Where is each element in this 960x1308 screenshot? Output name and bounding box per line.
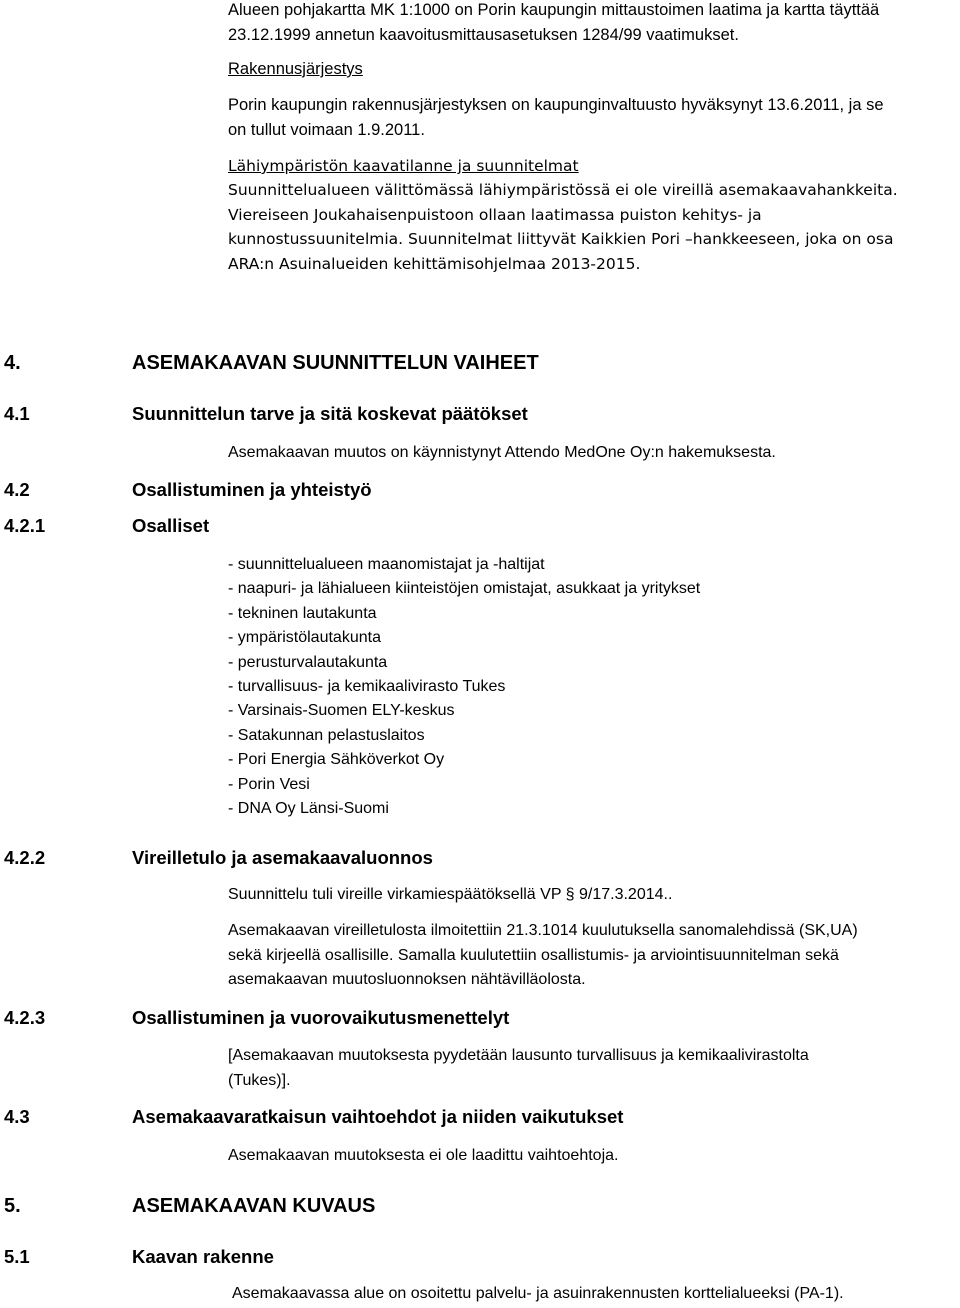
list-item: - perusturvalautakunta (228, 653, 388, 671)
osalliset-list (228, 553, 700, 821)
intro-paragraph (228, 0, 879, 47)
list-item: - Varsinais-Suomen ELY-keskus (228, 702, 455, 720)
section-number: 4.2.1 (4, 515, 46, 536)
list-item: - suunnittelualueen maanomistajat ja -haltijat (228, 556, 545, 573)
section-title: Osalliset (132, 515, 210, 536)
section-title: Vireilletulo ja asemakaavaluonnos (132, 847, 433, 868)
list-item: - DNA Oy Länsi-Suomi (228, 799, 389, 817)
text-line: Asemakaavan vireilletulosta ilmoitettiin 21.3.1014 kuulutuksella sanomalehdissä (SK,UA) (228, 922, 858, 939)
subheading-lahiymparisto: Lähiympäristön kaavatilanne ja suunnitelmat (228, 157, 579, 175)
text-line: asemakaavan muutosluonnoksen nähtävilläolosta. (228, 971, 586, 988)
text-line: Suunnittelualueen välittömässä lähiympäristössä ei ole vireillä asemakaavahankkeita. (228, 181, 898, 199)
text-line: Viereiseen Joukahaisenpuistoon ollaan laatimassa puiston kehitys- ja (228, 205, 762, 224)
section-number: 5.1 (4, 1246, 30, 1267)
section-title: Kaavan rakenne (132, 1246, 274, 1267)
text-line: 23.12.1999 annetun kaavoitusmittausasetuksen 1284/99 vaatimukset. (228, 25, 739, 44)
section-number: 4.1 (4, 403, 30, 424)
list-item: - turvallisuus- ja kemikaalivirasto Tukes (228, 677, 506, 695)
section-title: ASEMAKAAVAN SUUNNITTELUN VAIHEET (132, 352, 539, 374)
section-title: ASEMAKAAVAN KUVAUS (132, 1195, 376, 1217)
text-line: Porin kaupungin rakennusjärjestyksen on kaupunginvaltuusto hyväksynyt 13.6.2011, ja se (228, 96, 884, 114)
section-number: 4.2.3 (4, 1007, 46, 1028)
vireilletulo-text: Suunnittelu tuli vireille virkamiespäätöksellä VP § 9/17.3.2014.. (228, 886, 673, 903)
subheading-rakennusjarjestys: Rakennusjärjestys (228, 60, 363, 78)
vaihtoehdot-text: Asemakaavan muutoksesta ei ole laadittu vaihtoehtoja. (228, 1147, 619, 1164)
text-line: kunnostussuunitelmia. Suunnitelmat liittyvät Kaikkien Pori –hankkeeseen, joka on osa (228, 230, 894, 248)
section-4-1-text: Asemakaavan muutos on käynnistynyt Attendo MedOne Oy:n hakemuksesta. (228, 444, 776, 461)
section-number: 5. (4, 1195, 21, 1217)
section-number: 4. (4, 352, 21, 374)
kaavan-rakenne-text: Asemakaavassa alue on osoitettu palvelu- ja asuinrakennusten korttelialueeksi (PA-1). (232, 1285, 844, 1302)
section-number: 4.2.2 (4, 847, 46, 868)
text-line: sekä kirjeellä osallisille. Samalla kuulutettiin osallistumis- ja arviointisuunnitelman sekä (228, 946, 839, 964)
section-number: 4.2 (4, 479, 30, 500)
text-line: [Asemakaavan muutoksesta pyydetään lausunto turvallisuus ja kemikaalivirastolta (228, 1047, 809, 1064)
section-number: 4.3 (4, 1106, 30, 1127)
list-item: - Pori Energia Sähköverkot Oy (228, 751, 445, 769)
section-title: Osallistuminen ja vuorovaikutusmenettelyt (132, 1007, 510, 1028)
text-line: on tullut voimaan 1.9.2011. (228, 120, 425, 139)
section-title: Osallistuminen ja yhteistyö (132, 479, 372, 500)
section-title: Asemakaavaratkaisun vaihtoehdot ja niiden vaikutukset (132, 1106, 624, 1127)
text-line: Alueen pohjakartta MK 1:1000 on Porin kaupungin mittaustoimen laatima ja kartta täyttää (228, 1, 880, 19)
text-line: ARA:n Asuinalueiden kehittämisohjelmaa 2013-2015. (228, 254, 641, 273)
text-line: (Tukes)]. (228, 1071, 291, 1089)
lahiymparisto-paragraph (228, 178, 898, 276)
list-item: - naapuri- ja lähialueen kiinteistöjen omistajat, asukkaat ja yritykset (228, 580, 701, 598)
list-item: - Satakunnan pelastuslaitos (228, 726, 425, 744)
list-item: - tekninen lautakunta (228, 604, 377, 622)
vuorovaikutus-paragraph (228, 1044, 809, 1093)
rakennusjarjestys-paragraph (228, 93, 884, 142)
list-item: - Porin Vesi (228, 775, 310, 793)
section-title: Suunnittelun tarve ja sitä koskevat päätökset (132, 403, 528, 424)
vireilletulo-paragraph (228, 919, 858, 993)
list-item: - ympäristölautakunta (228, 629, 381, 647)
